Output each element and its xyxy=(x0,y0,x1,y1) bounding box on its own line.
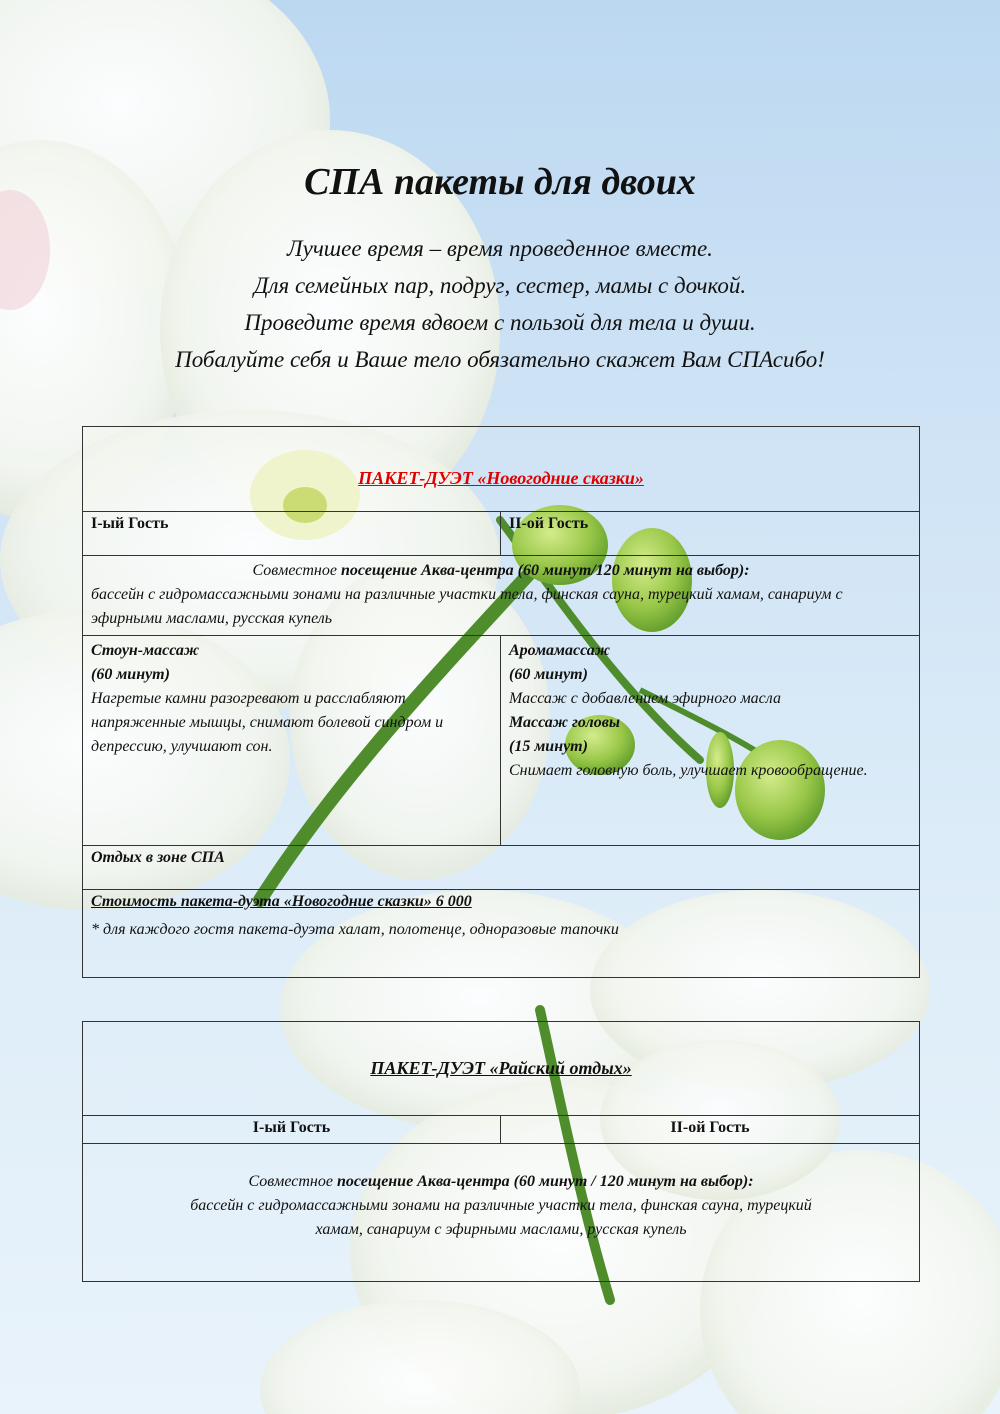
guest2-services xyxy=(501,636,920,846)
intro-text xyxy=(60,230,940,378)
joint-prefix: Совместное xyxy=(252,562,341,579)
joint-bold: посещение Аква-центра (60 минут/120 минут на выбор): xyxy=(340,562,750,579)
package-title-cell xyxy=(83,427,920,512)
joint-description: бассейн с гидромассажными зонами на различные участки тела, финская сауна, турецкий xyxy=(190,1197,812,1214)
guest1-header: I-ый Гость xyxy=(83,512,501,556)
package-price: Стоимость пакета-дуэта «Новогодние сказки» 6 000 xyxy=(91,893,472,910)
joint-prefix: Совместное xyxy=(248,1173,337,1190)
service-name: Аромамассаж xyxy=(509,642,611,659)
joint-heading xyxy=(91,559,911,583)
service-description: Нагретые камни разогревают и расслабляют напряженные мышцы, снимают болевой синдром и депрессию, улучшают сон. xyxy=(91,690,444,755)
package-title-cell xyxy=(83,1022,920,1116)
service-duration: (60 минут) xyxy=(91,666,170,683)
service-name: Стоун-массаж xyxy=(91,642,200,659)
intro-line: Проведите время вдвоем с пользой для тела и души. xyxy=(244,310,756,335)
joint-description: хамам, санариум с эфирными маслами, русская купель xyxy=(315,1221,687,1238)
joint-description: бассейн с гидромассажными зонами на различные участки тела, финская сауна, турецкий хамам, санариум с эфирными маслами, русская купель xyxy=(91,586,843,627)
package-title: ПАКЕТ-ДУЭТ «Райский отдых» xyxy=(370,1058,632,1078)
guest2-header: II-ой Гость xyxy=(501,1116,920,1144)
package-title: ПАКЕТ-ДУЭТ «Новогодние сказки» xyxy=(358,468,644,488)
package-table-new-year xyxy=(82,426,920,978)
intro-line: Побалуйте себя и Ваше тело обязательно скажет Вам СПАсибо! xyxy=(175,347,825,372)
joint-aqua-cell xyxy=(83,556,920,636)
service-duration: (60 минут) xyxy=(509,666,588,683)
page-title: СПА пакеты для двоих xyxy=(304,161,696,203)
spa-rest-cell: Отдых в зоне СПА xyxy=(83,846,920,890)
intro-line: Лучшее время – время проведенное вместе. xyxy=(287,236,713,261)
guest1-header: I-ый Гость xyxy=(83,1116,501,1144)
package-note: * для каждого гостя пакета-дуэта халат, полотенце, одноразовые тапочки xyxy=(91,921,619,938)
service-description: Массаж с добавлением эфирного масла xyxy=(509,690,781,707)
joint-heading xyxy=(91,1170,911,1194)
joint-bold: посещение Аква-центра (60 минут / 120 минут на выбор): xyxy=(336,1173,754,1190)
intro-line: Для семейных пар, подруг, сестер, мамы с дочкой. xyxy=(253,273,747,298)
guest2-header: II-ой Гость xyxy=(501,512,920,556)
package-table-paradise xyxy=(82,1021,920,1282)
service-description: Снимает головную боль, улучшает кровообращение. xyxy=(509,762,868,779)
joint-aqua-cell xyxy=(83,1144,920,1282)
price-cell xyxy=(83,890,920,978)
service-duration: (15 минут) xyxy=(509,738,588,755)
service-name: Массаж головы xyxy=(509,714,620,731)
guest1-services xyxy=(83,636,501,846)
